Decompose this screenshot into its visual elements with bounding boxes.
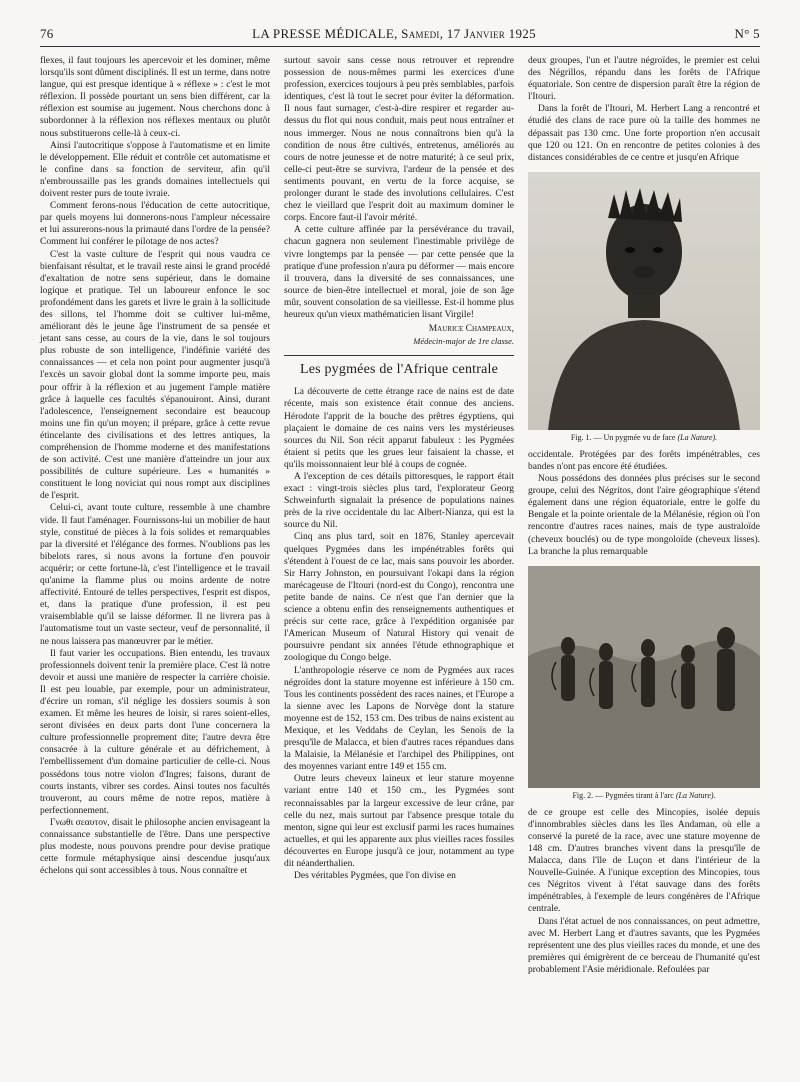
paragraph: Outre leurs cheveux laineux et leur stature moyenne variant entre 140 et 150 cm., les Pygmées sont reconnaissables par la largeur excessive de leur crâne, par celle du nez, mais surtout par l'absence presque totale du menton, signe qui leur est exclusif parmi les races humaines actuelles, et qui les apparente aux plus vieilles races fossiles découvertes en Europe jusqu'à ce jour, notamment au type dit néanderthalien.	[284, 774, 514, 869]
figure-2-source: (La Nature).	[675, 790, 716, 800]
paragraph: Cinq ans plus tard, soit en 1876, Stanley apercevait quelques Pygmées dans les impénétrables forêts qui s'étendent à l'ouest de ce lac, mais sans pouvoir les aborder. Sir Harry Johnston, en poursuivant l'okapi dans la région marécageuse de l'Itouri (nord-est du Congo), rencontra une petite bande de nains. Ce n'est que l'an dernier que la science a obtenu enfin des renseignements authentiques et précis sur cette race, grâce à l'expédition organisée par l'American Museum of Natural History qui venait de poursuivre pendant six années l'étude ethnographique et zoologique du Congo belge.	[284, 532, 514, 664]
pygmy-portrait-photo	[528, 172, 760, 430]
page-number: 76	[40, 26, 54, 41]
paragraph: Il faut varier les occupations. Bien entendu, les travaux professionnels doivent tenir la première place. C'est là notre devoir et aussi une manière de respecter la carrière choisie. Il est peu louable, par exemple, pour un administrateur, d'écrire un roman, s'il néglige les dossiers soumis à son examen. Et même les heures de loisir, si rares soient-elles, seront divisées en deux parts dont l'une concernera la culture professionnelle proprement dite; l'autre devra être consacrée à la culture générale et au défrichement, à l'embellissement d'un domaine particulier de celle-ci. Nous possédons tous notre violon d'Ingres; faisons, durant de courts instants, vibrer ses cordes. Ainsi toutes nos facultés trouveront, au cours même de notre repos, matière à perfectionnement.	[40, 648, 270, 816]
paragraph: Dans l'état actuel de nos connaissances, on peut admettre, avec M. Herbert Lang et d'autres savants, que les Pygmées représentent une des plus vieilles races du monde, et une des premières qui émigrèrent de ce berceau de l'humanité qu'est probablement l'Asie méridionale. Refoulées par	[528, 916, 760, 975]
paragraph: occidentale. Protégées par des forêts impénétrables, ces bandes n'ont pas encore été étudiées.	[528, 449, 760, 472]
figure-2	[528, 566, 760, 801]
paragraph: A cette culture affinée par la persévérance du travail, chacun gagnera non seulement l'inestimable privilège de vivre longtemps par la pensée — par cette pensée que la pratique d'une profession n'aura pu déformer — mais encore il trouvera, dans la diversité de ses connaissances, une source de bien-être intellectuel et moral, joie de son âge mûr, souvent consolation de sa vieillesse. Est-il homme plus heureux qu'un vieux mathématicien lisant Virgile!	[284, 225, 514, 320]
paragraph: surtout savoir sans cesse nous retrouver et reprendre possession de nous-mêmes parmi les exercices d'une profession, exercices toujours à peu près semblables, parfois identiques, c'est là tout le secret pour éviter la déformation. Il nous faut surnager, c'est-à-dire respirer et regarder au-dessus du flot qui nous conduit, mais peut nous entraîner et nous immerger. Nous ne nous connaîtrons bien qu'à la condition de nous être cultivés, entretenus, améliorés au cours de notre jeunesse et de notre maturité; à ce seul prix, celle-ci peut-être se survivra, l'ardeur de la pensée et des sentiments pouvant, en vertu de la force acquise, se prolonger durant le stade des involutions cellulaires. C'est chez le vieillard que l'esprit doit au maximum dominer le corps. Encore faut-il l'avoir mérité.	[284, 56, 514, 224]
paragraph: C'est la vaste culture de l'esprit qui nous vaudra ce bienfaisant résultat, et le travail reste ainsi le grand procédé d'exaltation de notre sens supérieur, dans le domaine logique et pratique. Tel un laboureur enfonce le soc profondément dans les garets et livre le grain à la sollicitude des sillons, tel l'homme doit se cultiver lui-même, améliorant dès le jeune âge l'instrument de sa pensée et jetant sans cesse, au cours de la vie, dans le sol toujours plus robuste de son intelligence, l'indéfinie variété des connaissances — et cela non point pour augmenter jusqu'à l'excès un savoir global dont la somme importe peu, mais pour offrir à la réflexion et au jugement l'ample matière grâce à laquelle ces facultés s'épanouiront. Ainsi, durant l'adolescence, l'enseignement secondaire est beaucoup moins une fin qu'un moyen; il prépare, grâce à cette revue étincelante des civilisations et des lettres antiques, la compréhension de l'homme moderne et des manifestations de son activité. C'est une manière d'atteindre un jour aux possibilités de culture supérieure. Les « humanités » constituent le long noviciat qui nous rompt aux disciplines de l'esprit.	[40, 249, 270, 502]
figure-1	[528, 172, 760, 443]
paragraph: Des véritables Pygmées, que l'on divise en	[294, 871, 456, 882]
paragraph: Celui-ci, avant toute culture, ressemble à une chambre vide. Il faut l'aménager. Fournissons-lui un mobilier de haut style, constitué de pièces à la fois solides et remarquables par la diversité et l'élégance des formes. N'oublions pas les bibelots rares, si nous avons la fortune d'en pouvoir acquérir; or cette fortune-là, c'est l'intelligence et le travail qu'anime la flamme plus ou moins ardente de notre affectivité. Entouré de telles perspectives, l'esprit est dispos, et, dans la pratique d'une profession, il est peu vraisemblable qu'il se laisse déformer. Il ne livrera pas à l'automatisme tout un vaste secteur, veuf de personnalité, il ne nous laissera pas manœuvrer par le métier.	[40, 503, 270, 647]
pygmies-archery-illustration	[528, 566, 760, 788]
figure-1-source: (La Nature).	[677, 432, 718, 442]
issue-number: N° 5	[734, 26, 760, 41]
column-2	[284, 55, 514, 976]
paragraph: Ainsi l'autocritique s'oppose à l'automatisme et en limite le développement. Elle réduit et contrôle cet automatisme et le confine dans sa fonction de serviteur, afin qu'il n'embroussaille pas les grands domaines intellectuels qui doivent rester purs de toute ivraie.	[40, 140, 270, 200]
paragraph: Γνωθι σεαυτον, disait le philosophe ancien envisageant la connaissance substantielle de l'être. Dans une perspective plus modeste, nous pouvons prendre pour devise pratique cette formule métaphysique ainsi descendue jusqu'aux échelons qui sont accessibles à tous. Nous connaître et	[40, 817, 270, 877]
columns	[40, 55, 760, 976]
paragraph: Dans la forêt de l'Itouri, M. Herbert Lang a rencontré et étudié des clans de race pure où la taille des hommes ne dépassait pas 130 cmc. Une forte proportion n'en accusait que 120 ou 121. On en rencontre de petites colonies à des distances considérables de ce centre et jusqu'en Afrique	[528, 104, 760, 163]
author-name: Maurice Champeaux,	[428, 324, 514, 335]
article-title: Les pygmées de l'Afrique centrale	[299, 362, 499, 378]
figure-2-label: Fig. 2. — Pygmées tirant à l'arc	[572, 790, 674, 800]
figure-2-caption	[528, 791, 760, 801]
paragraph: L'anthropologie réserve ce nom de Pygmées aux races négroïdes dont la stature moyenne est inférieure à 150 cm. Tous les continents possèdent des races naines, et l'Europe a la sienne avec les Lapons de Norvège dont la stature moyenne est de 152, 153 cm. Des tribus de nains existent au Mexique, et les Veddahs de Ceylan, les Senoïs de la presqu'île de Malacca, et bien d'autres races répandues dans la Malaisie, la Mélanésie et l'archipel des Philippines, ont des moyennes variant entre 149 et 155 cm.	[284, 665, 514, 773]
column-1	[40, 55, 270, 976]
paragraph: Comment ferons-nous l'éducation de cette autocritique, par quels moyens lui donnerons-nous l'ampleur nécessaire et lui assurerons-nous la primauté dans l'ordre de la pensée? Comment lui conférer le pilotage de nos actes?	[40, 201, 270, 248]
column-3	[528, 55, 760, 976]
article-divider	[284, 355, 514, 356]
figure-1-label: Fig. 1. — Un pygmée vu de face	[570, 432, 676, 442]
journal-title: LA PRESSE MÉDICALE, Samedi, 17 Janvier 1925	[252, 26, 536, 41]
pygmy-portrait-illustration	[528, 172, 760, 430]
paragraph: deux groupes, l'un et l'autre négroïdes, le premier est celui des Négrillos, répandu dans les forêts de l'Afrique équatoriale. Son centre de dispersion paraît être la région de l'Itouri.	[528, 56, 760, 103]
page-header	[40, 26, 760, 47]
pygmies-archery-photo	[528, 566, 760, 788]
paragraph: Nous possédons des données plus précises sur le second groupe, celui des Négritos, dont l'aire géographique s'étend également dans une région équatoriale, entre le golfe du Bengale et la pointe orientale de la Mélanésie, région où l'on rencontre d'autres races naines, mais de type australoïde (cheveux bouclés) ou de type mongoloïde (cheveux lisses). La branche la plus remarquable	[528, 474, 760, 557]
paragraph: A l'exception de ces détails pittoresques, le rapport était exact : vingt-trois siècles plus tard, l'explorateur Georg Schweinfurth signalait la présence de populations naines près de la rive occidentale du lac Albert-Nianza, qui est la source du Nil.	[284, 472, 514, 531]
paragraph: de ce groupe est celle des Mincopies, isolée depuis d'innombrables siècles dans les îles Andaman, où elle a conservé la pureté de la race, avec une stature moyenne de 148 cm. D'autres branches vivent dans la presqu'île de Malacca, dans l'île de Luçon et dans l'intérieur de la Nouvelle-Guinée. A l'unique exception des Mincopies, tous ces Négritos vivent à l'état sauvage dans des forêts impénétrables, à l'exemple de leurs congénères de l'Afrique centrale.	[528, 807, 760, 915]
author-role: Médecin-major de 1re classe.	[413, 336, 514, 347]
figure-1-caption	[528, 433, 760, 443]
paragraph: flexes, il faut toujours les apercevoir et les dominer, même lorsqu'ils sont dûment disciplinés. Il est un terme, dans notre langue, qui est presque identique à « réflexe » : c'est le mot réflexion. Il possède pourtant un sens bien différent, car la réflexion est soumise au jugement. Nous cherchons donc à subordonner à la réflexion nos réflexes mentaux ou plutôt nous substituerons celle-là à ceux-ci.	[40, 56, 270, 139]
paragraph: La découverte de cette étrange race de nains est de date récente, mais son existence était connue des anciens. Hérodote l'apprit de la bouche des prêtres égyptiens, qui plaçaient le domaine de ces nains vers les mystérieuses sources du Nil. Son récit apparut fabuleux : les Pygmées étaient si petits que les grues leur faisaient la chasse, et qu'ils moissonnaient leur blé à coups de cognée.	[284, 387, 514, 470]
